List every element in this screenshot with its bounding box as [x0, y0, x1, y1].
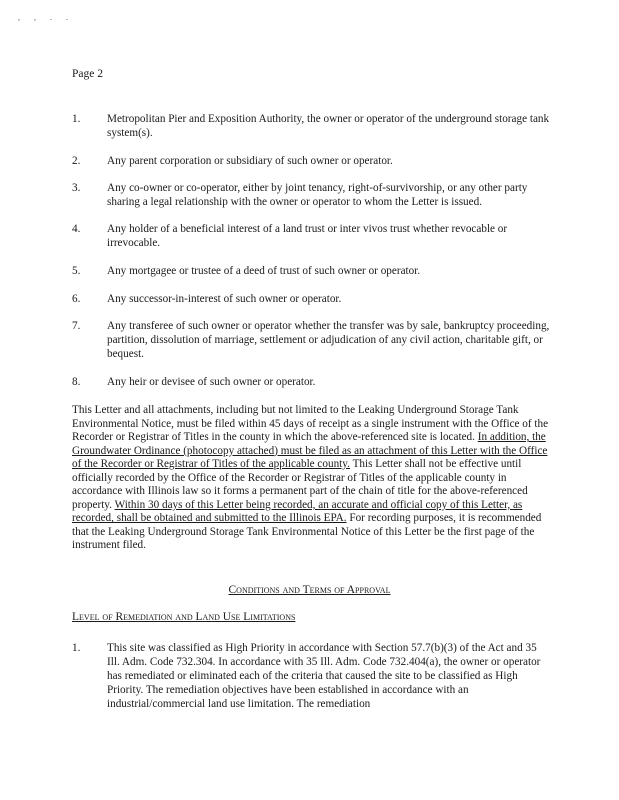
list-item	[72, 264, 552, 278]
list-item-number: 3.	[72, 182, 81, 194]
list-item-text: Any co-owner or co-operator, either by joint tenancy, right-of-survivorship, or any other party sharing a legal relationship with the owner or operator to whom the Letter is issued.	[107, 182, 528, 208]
paragraph-underlined-text: Within 30 days of this Letter being recorded, an accurate and official copy of this Letter, as recorded, shall be obtained and submitted to the Illinois EPA.	[72, 498, 523, 525]
recording-paragraph	[72, 404, 556, 553]
list-item	[72, 181, 552, 209]
list-item-number: 2.	[72, 155, 81, 167]
list-item	[72, 292, 552, 306]
list-item-number: 7.	[72, 320, 81, 332]
list-item-number: 1.	[72, 113, 81, 125]
list-item	[72, 375, 552, 389]
list-item-text: Any transferee of such owner or operator whether the transfer was by sale, bankruptcy proceeding, partition, dissolution of marriage, settlement or adjudication of any civil action, charitable gift, or bequest.	[107, 320, 550, 360]
list-item-number: 4.	[72, 223, 81, 235]
condition-text: This site was classified as High Priority in accordance with Section 57.7(b)(3) of the Act and 35 Ill. Adm. Code 732.304. In accordance with 35 Ill. Adm. Code 732.404(a), the owner or operator has remediated or eliminated each of the criteria that caused the site to be classified as High Priority. The remediation objectives have been established in accordance with an industrial/commercial land use limitation. The remediation	[107, 642, 541, 710]
page-label: Page 2	[72, 68, 103, 80]
list-item-number: 8.	[72, 376, 81, 388]
list-item-number: 5.	[72, 265, 81, 277]
paragraph-underlined-text: In addition, the Groundwater Ordinance (photocopy attached) must be filed as an attachment of this Letter with the Office of the Recorder or Registrar of Titles of the applicable county.	[72, 431, 548, 471]
list-item-text: Any parent corporation or subsidiary of such owner or operator.	[107, 155, 393, 167]
list-item-text: Any holder of a beneficial interest of a land trust or inter vivos trust whether revocable or irrevocable.	[107, 223, 508, 249]
condition-item	[72, 641, 552, 711]
list-item-text: Any mortgagee or trustee of a deed of trust of such owner or operator.	[107, 265, 421, 277]
paragraph-text: For recording purposes, it is recommended that the Leaking Underground Storage Tank Environmental Notice of this Letter be the first page of the instrument filed.	[72, 512, 542, 552]
list-item	[72, 112, 552, 140]
paragraph-text: This Letter and all attachments, including but not limited to the Leaking Underground Storage Tank Environmental Notice, must be filed within 45 days of receipt as a single instrument with the Office of the Recorder or Registrar of Titles in the county in which the above-referenced site is located.	[72, 404, 549, 444]
condition-number: 1.	[72, 642, 81, 654]
list-item	[72, 222, 552, 250]
subsection-heading: Level of Remediation and Land Use Limitations	[72, 611, 296, 623]
list-item-text: Any successor-in-interest of such owner or operator.	[107, 293, 342, 305]
list-item	[72, 154, 552, 168]
list-item	[72, 319, 552, 361]
scan-marks: , , . .	[18, 13, 74, 22]
list-item-text: Metropolitan Pier and Exposition Authority, the owner or operator of the underground storage tank system(s).	[107, 113, 550, 139]
list-item-text: Any heir or devisee of such owner or operator.	[107, 376, 316, 388]
list-item-number: 6.	[72, 293, 81, 305]
paragraph-text: This Letter shall not be effective until officially recorded by the Office of the Recorder or Registrar of Titles of the applicable county in accordance with Illinois law so it forms a permanent part of the chain of title for the above-referenced property.	[72, 458, 528, 511]
section-heading: Conditions and Terms of Approval	[228, 584, 391, 596]
